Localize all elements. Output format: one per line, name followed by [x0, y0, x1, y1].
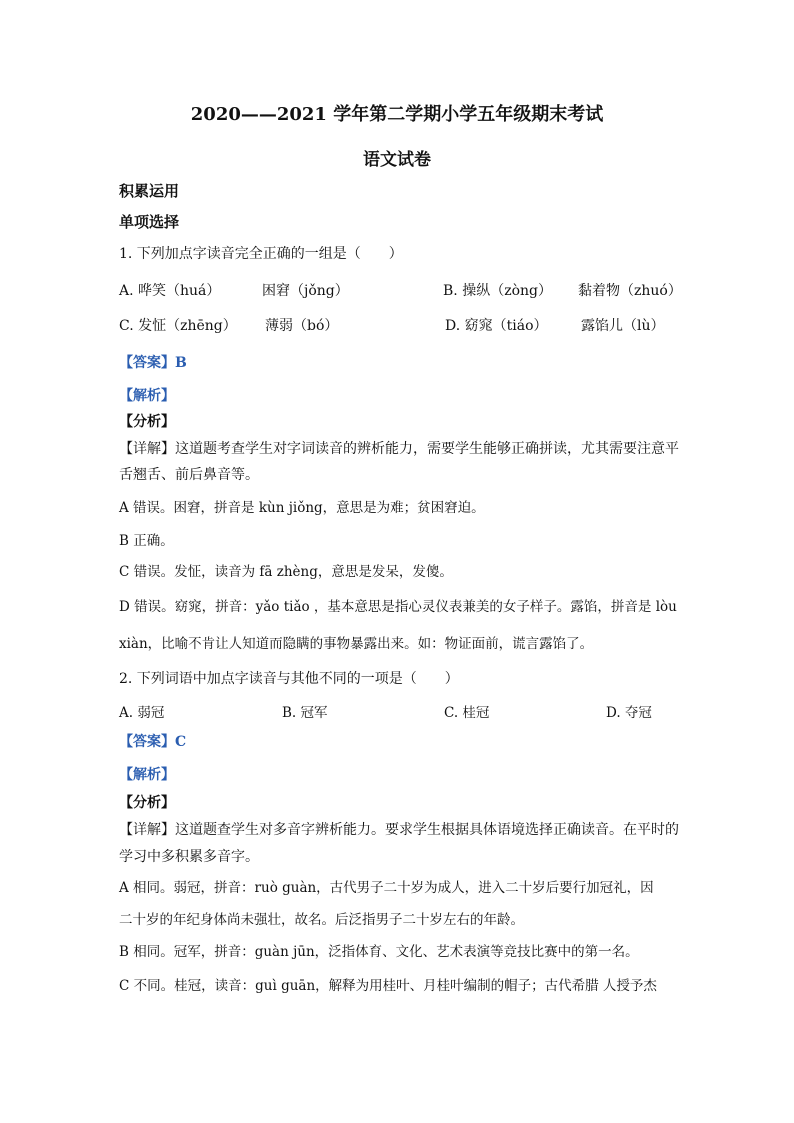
q1-answer: 【答案】B: [119, 355, 187, 371]
exam-subtitle: 语文试卷: [363, 150, 431, 170]
q2-option-c: C. 桂冠: [444, 705, 490, 721]
section-heading: 积累运用: [119, 182, 180, 200]
q1-option-a-2: 困窘（jǒng）: [262, 283, 349, 299]
q1-option-a-1: A. 哗笑（huá）: [119, 283, 221, 299]
q2-analysis-label: 【解析】: [119, 767, 175, 783]
q1-option-d-1: D. 窈窕（tiáo）: [445, 318, 548, 334]
q1-option-b-2: 黏着物（zhuó）: [578, 283, 682, 299]
q2-option-b: B. 冠军: [282, 705, 328, 721]
q2-stem: 2. 下列词语中加点字读音与其他不同的一项是（ ）: [119, 671, 459, 687]
q1-detail-line-2: 舌翘舌、前后鼻音等。: [119, 467, 259, 483]
q2-explain-c: C 不同。桂冠，读音：guì guān，解释为用桂叶、月桂叶编制的帽子；古代希腊 人授予杰: [119, 978, 657, 994]
q1-detail-line-1: 【详解】这道题考查学生对字词读音的辨析能力，需要学生能够正确拼读，尤其需要注意平: [119, 441, 679, 457]
q1-fenxi-label: 【分析】: [119, 414, 175, 430]
q1-option-b-1: B. 操纵（zòng）: [443, 283, 552, 299]
q1-explain-b: B 正确。: [119, 533, 174, 549]
q2-option-a: A. 弱冠: [119, 705, 165, 721]
q2-answer: 【答案】C: [119, 734, 187, 750]
q2-explain-a-line-1: A 相同。弱冠，拼音：ruò guàn，古代男子二十岁为成人，进入二十岁后要行加冠礼，因: [119, 880, 654, 896]
q1-analysis-label: 【解析】: [119, 388, 175, 404]
q1-explain-c: C 错误。发怔，读音为 fā zhèng，意思是发呆，发傻。: [119, 564, 453, 580]
q1-option-c-2: 薄弱（bó）: [265, 318, 339, 334]
q2-fenxi-label: 【分析】: [119, 795, 175, 811]
exam-title: 2020——2021 学年第二学期小学五年级期末考试: [190, 104, 604, 125]
q2-explain-a-line-2: 二十岁的年纪身体尚未强壮，故名。后泛指男子二十岁左右的年龄。: [119, 912, 524, 928]
q1-option-d-2: 露馅儿（lù）: [581, 318, 665, 334]
q1-explain-d-line-2: xiàn，比喻不肯让人知道而隐瞒的事物暴露出来。如：物证面前，谎言露馅了。: [119, 636, 594, 652]
q1-explain-d-line-1: D 错误。窈窕，拼音：yǎo tiǎo ，基本意思是指心灵仪表兼美的女子样子。露馅，拼音是 lòu: [119, 599, 677, 615]
subsection-heading: 单项选择: [119, 213, 180, 231]
q2-explain-b: B 相同。冠军，拼音：guàn jūn，泛指体育、文化、艺术表演等竞技比赛中的第一名。: [119, 944, 639, 960]
q1-stem: 1. 下列加点字读音完全正确的一组是（ ）: [119, 246, 403, 262]
q2-detail-line-2: 学习中多积累多音字。: [119, 849, 259, 865]
q2-detail-line-1: 【详解】这道题查学生对多音字辨析能力。要求学生根据具体语境选择正确读音。在平时的: [119, 822, 679, 838]
q2-option-d: D. 夺冠: [606, 705, 652, 721]
q1-explain-a: A 错误。困窘，拼音是 kùn jiǒng，意思是为难；贫困窘迫。: [119, 500, 485, 516]
q1-option-c-1: C. 发怔（zhēng）: [119, 318, 237, 334]
